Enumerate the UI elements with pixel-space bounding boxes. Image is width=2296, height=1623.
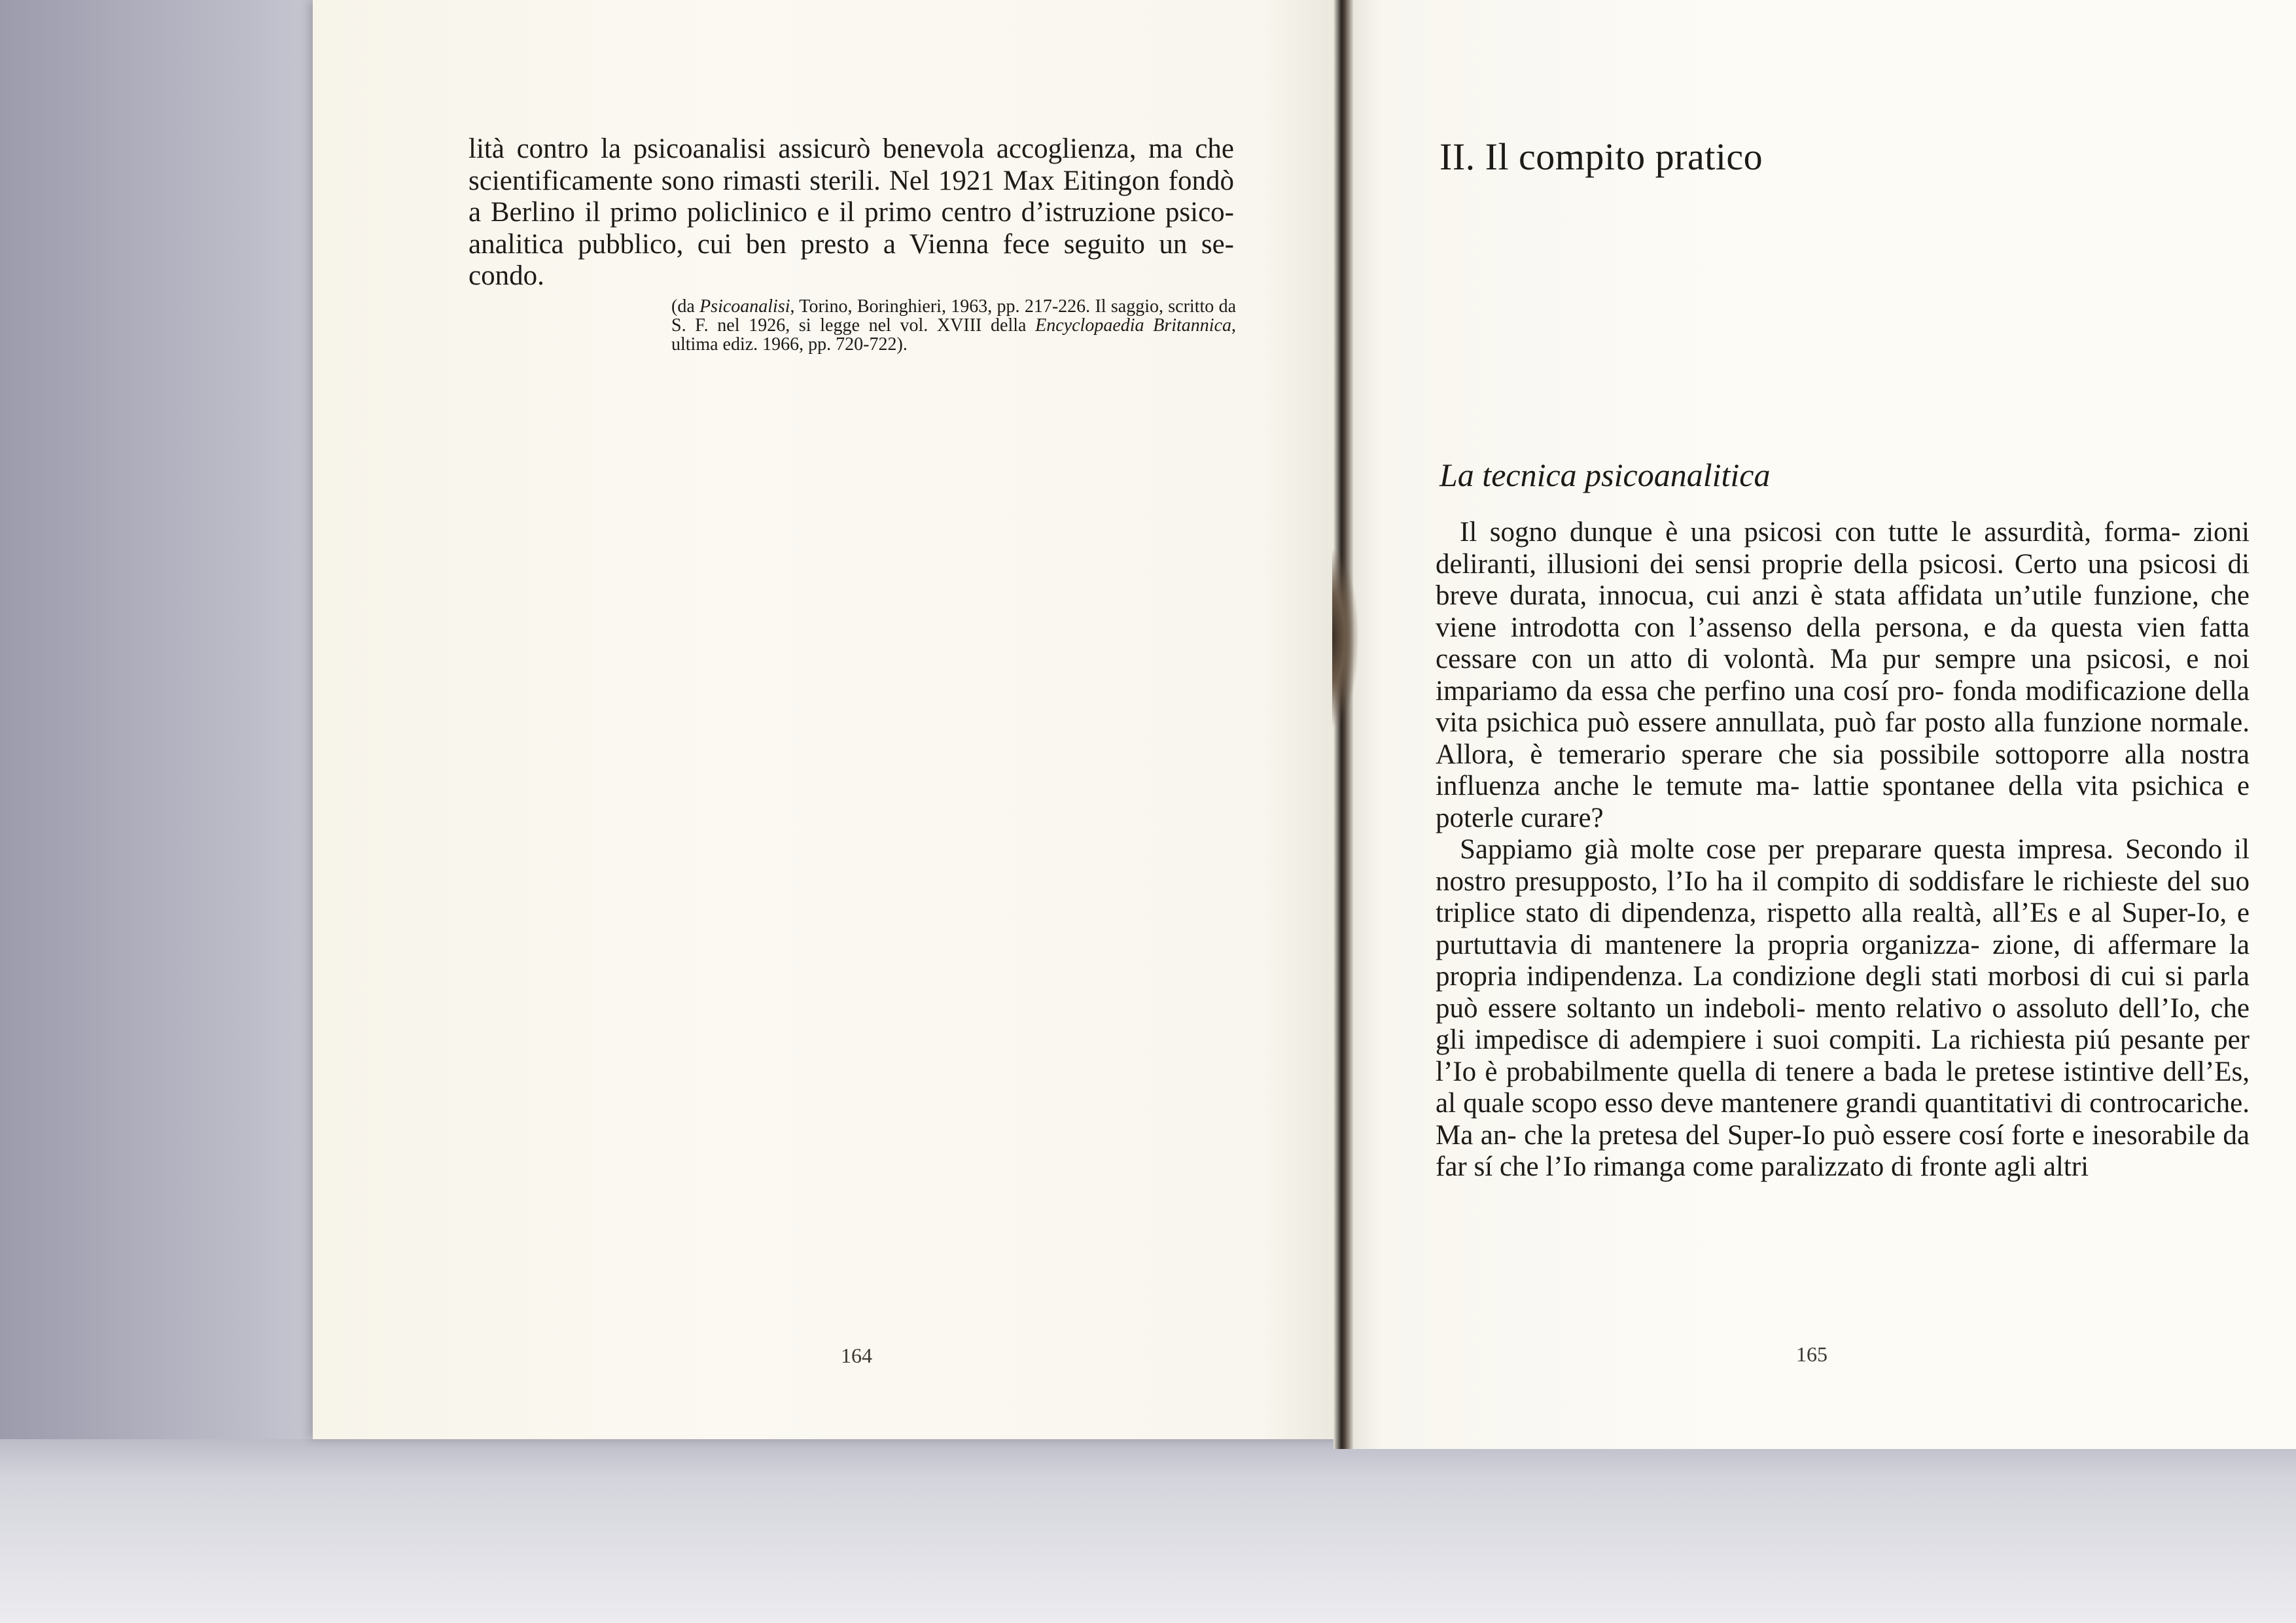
citation-middle: , Torino, Boringhieri, 1963, pp. 217-226. Il saggio, scritto da S. F. nel 1926, si legge nel vol. XVIII della	[671, 296, 1236, 336]
page-number-left: 164	[841, 1344, 872, 1367]
body-line: a Berlino il primo policlinico e il primo centro d’istruzione psico-	[468, 197, 1234, 228]
chapter-title: II. Il compito pratico	[1439, 135, 1763, 178]
left-page-body	[468, 133, 1234, 292]
citation-open: (da	[671, 296, 700, 317]
citation-encyclopedia: Encyclopaedia Britannica	[1035, 315, 1232, 336]
scanner-bottom-area	[0, 1439, 2296, 1623]
right-page-body	[1436, 517, 2250, 1183]
paragraph: Il sogno dunque è una psicosi con tutte le assurdità, forma- zioni deliranti, illusioni dei sensi proprie della psicosi. Certo una psicosi di breve durata, innocua, cui anzi è stata affidata un’utile funzione, che viene introdotta con l’assenso della persona, e da questa vien fatta cessare con un atto di volontà. Ma pur sempre una psicosi, e noi impariamo da essa che perfino una cosí pro- fonda modificazione della vita psichica può essere annullata, può far posto alla funzione normale. Allora, è temerario sperare che sia possibile sottoporre alla nostra influenza anche le temute ma- lattie spontanee della vita psichica e poterle curare?	[1436, 517, 2250, 833]
body-line: scientificamente sono rimasti sterili. Nel 1921 Max Eitingon fondò	[468, 165, 1234, 196]
paragraph: Sappiamo già molte cose per preparare questa impresa. Secondo il nostro presupposto, l’Io ha il compito di soddisfare le richieste del suo triplice stato di dipendenza, rispetto alla realtà, all’Es e al Super-Io, e purtuttavia di mantenere la propria organizza- zione, di affermare la propria indipendenza. La condizione degli stati morbosi di cui si parla può essere soltanto un indeboli- mento relativo o assoluto dell’Io, che gli impedisce di adempiere i suoi compiti. La richiesta piú pesante per l’Io è probabilmente quella di tenere a bada le pretese istintive dell’Es, al quale scopo esso deve mantenere grandi quantitativi di controcariche. Ma an- che la pretesa del Super-Io può essere cosí forte e inesorabile da far sí che l’Io rimanga come paralizzato di fronte agli altri	[1436, 834, 2250, 1182]
section-title: La tecnica psicoanalitica	[1439, 457, 1771, 493]
citation-book-title: Psicoanalisi	[699, 296, 790, 317]
body-line: analitica pubblico, cui ben presto a Vienna fece seguito un se-	[468, 228, 1234, 260]
body-line: lità contro la psicoanalisi assicurò benevola accoglienza, ma che	[468, 133, 1234, 164]
citation-close: , ultima ediz. 1966, pp. 720-722).	[671, 315, 1237, 355]
gutter-shadow	[1332, 550, 1358, 726]
source-citation	[671, 297, 1236, 354]
page-number-right: 165	[1796, 1342, 1828, 1366]
body-line: condo.	[468, 260, 544, 291]
